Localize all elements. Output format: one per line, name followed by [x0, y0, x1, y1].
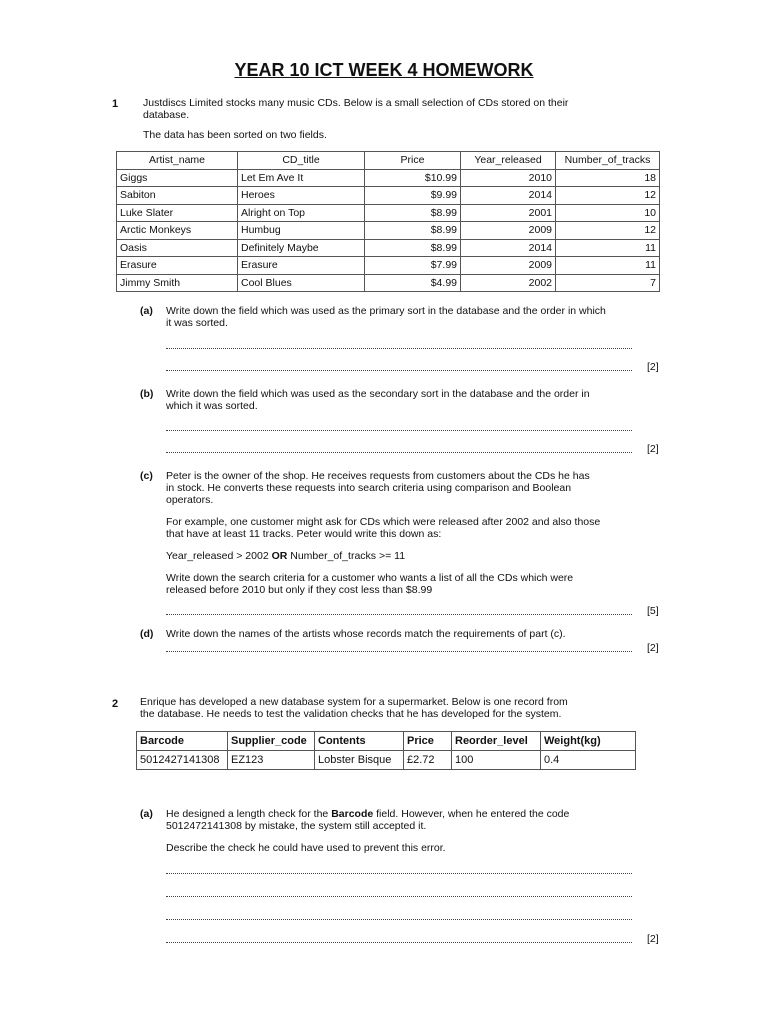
answer-line[interactable] — [166, 873, 632, 874]
text-line: operators. — [166, 494, 214, 506]
cd-col-header: Year_released — [461, 152, 556, 170]
table-cell: Sabiton — [117, 187, 238, 205]
record-col-header: Contents — [315, 732, 404, 751]
table-cell: Humbug — [238, 222, 365, 240]
cd-col-header: Price — [365, 152, 461, 170]
table-cell: 7 — [556, 274, 660, 292]
q2-part-a — [140, 808, 680, 858]
page-title: YEAR 10 ICT WEEK 4 HOMEWORK — [234, 60, 534, 80]
marks-label: [2] — [647, 361, 659, 373]
part-text — [166, 808, 569, 854]
record-table — [136, 731, 636, 770]
table-row — [117, 257, 660, 275]
table-cell: Cool Blues — [238, 274, 365, 292]
question-1-number: 1 — [112, 98, 119, 110]
cd-col-header: Number_of_tracks — [556, 152, 660, 170]
answer-line[interactable] — [166, 370, 632, 371]
text-line: Write down the names of the artists whose records match the requirements of part (c). — [166, 628, 566, 640]
part-label: (b) — [140, 388, 154, 400]
table-cell: $8.99 — [365, 204, 461, 222]
q1-intro-line-3: The data has been sorted on two fields. — [143, 129, 327, 141]
table-cell: $8.99 — [365, 222, 461, 240]
answer-line[interactable] — [166, 348, 632, 349]
record-col-header: Weight(kg) — [541, 732, 636, 751]
table-cell: $4.99 — [365, 274, 461, 292]
text-line: For example, one customer might ask for CDs which were released after 2002 and also those — [166, 516, 601, 528]
table-cell: 100 — [452, 751, 541, 770]
part-label: (d) — [140, 628, 154, 640]
q2-intro-line-2: the database. He needs to test the validation checks that he has developed for the system. — [140, 708, 562, 720]
cd-table-header-row — [117, 152, 660, 170]
table-cell: 2009 — [461, 222, 556, 240]
table-cell: 5012427141308 — [137, 751, 228, 770]
text-line: 5012472141308 by mistake, the system still accepted it. — [166, 820, 427, 832]
text-line: in stock. He converts these requests into search criteria using comparison and Boolean — [166, 482, 572, 494]
table-cell: EZ123 — [228, 751, 315, 770]
example-text: Year_released > 2002 — [166, 550, 272, 562]
table-cell: Oasis — [117, 239, 238, 257]
part-text — [166, 305, 606, 329]
table-row — [137, 751, 636, 770]
part-text — [166, 388, 590, 412]
answer-line[interactable] — [166, 942, 632, 943]
q1-intro-line-1: Justdiscs Limited stocks many music CDs. Below is a small selection of CDs stored on their — [143, 97, 569, 109]
part-text — [166, 628, 566, 640]
part-label: (a) — [140, 808, 153, 820]
table-cell: 12 — [556, 187, 660, 205]
table-cell: $8.99 — [365, 239, 461, 257]
part-label: (a) — [140, 305, 153, 317]
text-line: Write down the search criteria for a customer who wants a list of all the CDs which were — [166, 572, 574, 584]
answer-line[interactable] — [166, 452, 632, 453]
text-line: it was sorted. — [166, 317, 228, 329]
table-cell: 2014 — [461, 187, 556, 205]
marks-label: [5] — [647, 605, 659, 617]
text-line: that have at least 11 tracks. Peter would write this down as: — [166, 528, 442, 540]
table-cell: Arctic Monkeys — [117, 222, 238, 240]
table-cell: $9.99 — [365, 187, 461, 205]
record-col-header: Supplier_code — [228, 732, 315, 751]
example-criteria — [166, 550, 600, 562]
table-cell: $7.99 — [365, 257, 461, 275]
table-cell: 2014 — [461, 239, 556, 257]
table-row — [117, 169, 660, 187]
table-cell: Erasure — [238, 257, 365, 275]
marks-label: [2] — [647, 642, 659, 654]
answer-line[interactable] — [166, 896, 632, 897]
record-table-header-row — [137, 732, 636, 751]
q1-part-b — [140, 388, 680, 418]
boolean-operator: OR — [271, 550, 288, 562]
table-cell: 2002 — [461, 274, 556, 292]
record-col-header: Reorder_level — [452, 732, 541, 751]
cd-col-header: CD_title — [238, 152, 365, 170]
question-2-number: 2 — [112, 698, 119, 710]
table-cell: 11 — [556, 239, 660, 257]
text-segment: He designed a length check for the — [166, 808, 332, 820]
table-cell: Erasure — [117, 257, 238, 275]
table-row — [117, 204, 660, 222]
table-cell: Luke Slater — [117, 204, 238, 222]
q1-part-c — [140, 470, 680, 600]
text-line — [166, 808, 569, 820]
q1-intro-line-2: database. — [143, 109, 190, 121]
table-cell: Lobster Bisque — [315, 751, 404, 770]
field-name: Barcode — [331, 808, 374, 820]
table-row — [117, 187, 660, 205]
q2-intro-line-1: Enrique has developed a new database system for a supermarket. Below is one record from — [140, 696, 568, 708]
text-segment: field. However, when he entered the code — [373, 808, 570, 820]
table-cell: £2.72 — [404, 751, 452, 770]
text-line: released before 2010 but only if they cost less than $8.99 — [166, 584, 433, 596]
text-line: which it was sorted. — [166, 400, 258, 412]
answer-line[interactable] — [166, 651, 632, 652]
table-cell: 2010 — [461, 169, 556, 187]
text-line: Write down the field which was used as the primary sort in the database and the order in which — [166, 305, 606, 317]
text-line: Peter is the owner of the shop. He receives requests from customers about the CDs he has — [166, 470, 590, 482]
cd-col-header: Artist_name — [117, 152, 238, 170]
table-cell: 2009 — [461, 257, 556, 275]
table-cell: 11 — [556, 257, 660, 275]
answer-line[interactable] — [166, 430, 632, 431]
text-line: Write down the field which was used as the secondary sort in the database and the order in — [166, 388, 590, 400]
q1-part-a — [140, 305, 680, 335]
table-cell: Let Em Ave It — [238, 169, 365, 187]
marks-label: [2] — [647, 933, 659, 945]
table-cell: Giggs — [117, 169, 238, 187]
table-row — [117, 222, 660, 240]
table-cell: Heroes — [238, 187, 365, 205]
table-cell: 10 — [556, 204, 660, 222]
text-line: Describe the check he could have used to prevent this error. — [166, 842, 446, 854]
table-row — [117, 239, 660, 257]
table-cell: 2001 — [461, 204, 556, 222]
table-cell: $10.99 — [365, 169, 461, 187]
table-cell: Jimmy Smith — [117, 274, 238, 292]
table-cell: Alright on Top — [238, 204, 365, 222]
example-text: Number_of_tracks >= 11 — [287, 550, 406, 562]
table-cell: 12 — [556, 222, 660, 240]
record-col-header: Price — [404, 732, 452, 751]
record-col-header: Barcode — [137, 732, 228, 751]
table-row — [117, 274, 660, 292]
table-cell: 18 — [556, 169, 660, 187]
answer-line[interactable] — [166, 919, 632, 920]
answer-line[interactable] — [166, 614, 632, 615]
q1-part-d — [140, 628, 680, 642]
table-cell: 0.4 — [541, 751, 636, 770]
marks-label: [2] — [647, 443, 659, 455]
table-cell: Definitely Maybe — [238, 239, 365, 257]
part-label: (c) — [140, 470, 153, 482]
part-text — [166, 470, 600, 596]
cd-table — [116, 151, 660, 292]
